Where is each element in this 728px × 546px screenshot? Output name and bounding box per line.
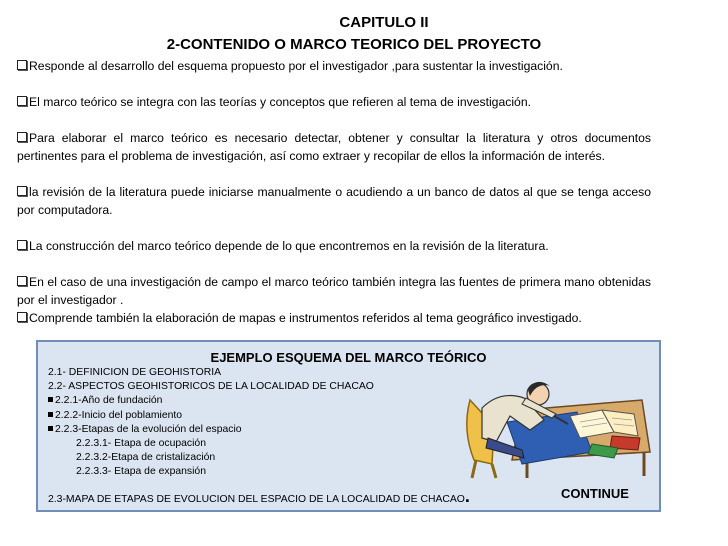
- bullet-item: Responde al desarrollo del esquema propuesto por el investigador ,para sustentar la investigación.: [17, 57, 651, 75]
- checkbox-bullet-icon: [17, 96, 27, 106]
- checkbox-bullet-icon: [17, 60, 27, 70]
- outline-item-last: 2.3-MAPA DE ETAPAS DE EVOLUCION DEL ESPACIO DE LA LOCALIDAD DE CHACAO.: [48, 486, 470, 506]
- checkbox-bullet-icon: [17, 240, 27, 250]
- chapter-title: CAPITULO II: [339, 14, 429, 31]
- checkbox-bullet-icon: [17, 186, 27, 196]
- example-title: EJEMPLO ESQUEMA DEL MARCO TEÓRICO: [210, 350, 487, 365]
- square-bullet-icon: [48, 426, 53, 431]
- bullet-item: En el caso de una investigación de campo el marco teórico también integra las fuentes de primera mano obtenidas por el investigador .: [17, 275, 651, 307]
- outline-item: 2.1- DEFINICION DE GEOHISTORIA: [48, 367, 222, 378]
- checkbox-bullet-icon: [17, 312, 27, 322]
- page-subtitle: 2-CONTENIDO O MARCO TEORICO DEL PROYECTO: [166, 36, 542, 53]
- bullet-item: La construcción del marco teórico depende de lo que encontremos en la revisión de la literatura.: [17, 237, 651, 255]
- outline-item: 2.2.1-Año de fundación: [48, 394, 374, 408]
- outline-item: 2.2.2-Inicio del poblamiento: [48, 409, 374, 423]
- bullet-item: la revisión de la literatura puede iniciarse manualmente o acudiendo a un banco de datos al que se tenga acceso por computadora.: [17, 185, 651, 217]
- bullet-list: [17, 57, 651, 327]
- outline-item: 2.2.3-Etapas de la evolución del espacio: [48, 423, 374, 437]
- checkbox-bullet-icon: [17, 132, 27, 142]
- outline-item: 2.2- ASPECTOS GEOHISTORICOS DE LA LOCALIDAD DE CHACAO: [48, 381, 374, 393]
- outline-subitem: 2.2.3.3- Etapa de expansión: [76, 466, 206, 478]
- example-box: [36, 340, 661, 512]
- outline-subitem: 2.2.3.1- Etapa de ocupación: [76, 438, 206, 450]
- square-bullet-icon: [48, 397, 53, 402]
- outline-subitem: 2.2.3.2-Etapa de cristalización: [76, 452, 216, 464]
- bullet-item: Para elaborar el marco teórico es necesario detectar, obtener y consultar la literatura y otros documentos pertinentes para el problema de investigación, así como extraer y recopilar de ellos la información de interés.: [17, 131, 651, 163]
- square-bullet-icon: [48, 412, 53, 417]
- student-studying-illustration: [452, 360, 652, 480]
- outline-list: [48, 366, 374, 480]
- checkbox-bullet-icon: [17, 276, 27, 286]
- bullet-item: El marco teórico se integra con las teorías y conceptos que refieren al tema de investigación.: [17, 93, 651, 111]
- continue-link[interactable]: CONTINUE: [561, 486, 629, 501]
- bullet-item: Comprende también la elaboración de mapas e instrumentos referidos al tema geográfico investigado.: [17, 309, 651, 327]
